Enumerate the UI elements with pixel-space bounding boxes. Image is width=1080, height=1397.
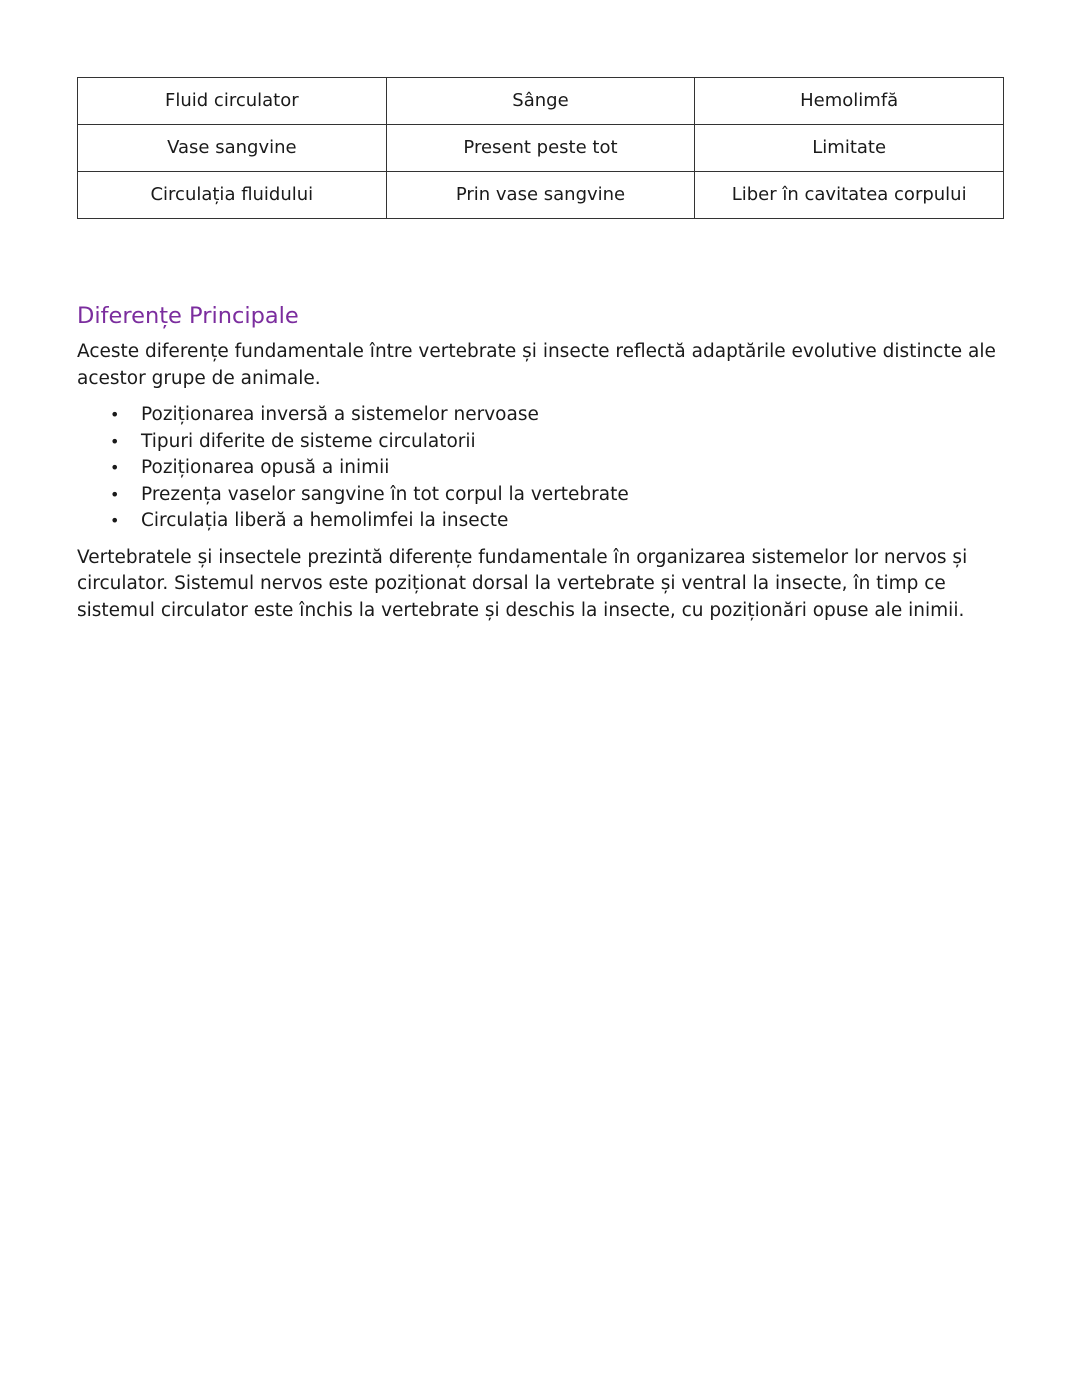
list-item (77, 402, 1004, 429)
table-row (78, 125, 1004, 172)
table-cell: Vase sangvine (78, 125, 387, 172)
table-cell: Hemolimfă (695, 78, 1004, 125)
list-item (77, 482, 1004, 509)
list-item (77, 508, 1004, 535)
table-cell: Present peste tot (386, 125, 695, 172)
table-cell: Liber în cavitatea corpului (695, 172, 1004, 219)
table-cell: Circulația fluidului (78, 172, 387, 219)
table-cell: Limitate (695, 125, 1004, 172)
bullet-icon: • (110, 458, 120, 478)
list-item-text: Prezența vaselor sangvine în tot corpul la vertebrate (141, 483, 629, 505)
table-cell: Sânge (386, 78, 695, 125)
summary-paragraph: Vertebratele și insectele prezintă diferențe fundamentale în organizarea sistemelor lor nervos și circulator. Sistemul nervos este poziționat dorsal la vertebrate și ventral la insecte, în timp ce sistemul circulator este închis la vertebrate și deschis la insecte, cu poziționări opuse ale inimii. (77, 546, 968, 621)
differences-list (77, 402, 1004, 535)
list-item (77, 429, 1004, 456)
intro-paragraph: Aceste diferențe fundamentale între vertebrate și insecte reflectă adaptările evolutive distincte ale acestor grupe de animale. (77, 341, 996, 389)
bullet-icon: • (110, 511, 120, 531)
table-row (78, 172, 1004, 219)
list-item (77, 455, 1004, 482)
list-item-text: Poziționarea inversă a sistemelor nervoase (141, 404, 539, 425)
bullet-icon: • (110, 484, 120, 504)
table-row (78, 78, 1004, 125)
document-page (77, 77, 1004, 624)
bullet-icon: • (110, 405, 120, 424)
bullet-icon: • (110, 431, 120, 451)
list-item-text: Poziționarea opusă a inimii (141, 457, 390, 479)
list-item-text: Circulația liberă a hemolimfei la insecte (141, 510, 509, 532)
comparison-table (77, 77, 1004, 219)
table-cell: Prin vase sangvine (386, 172, 695, 219)
table-cell: Fluid circulator (78, 78, 387, 125)
list-item-text: Tipuri diferite de sisteme circulatorii (141, 430, 476, 452)
section-heading: Diferențe Principale (77, 303, 299, 329)
